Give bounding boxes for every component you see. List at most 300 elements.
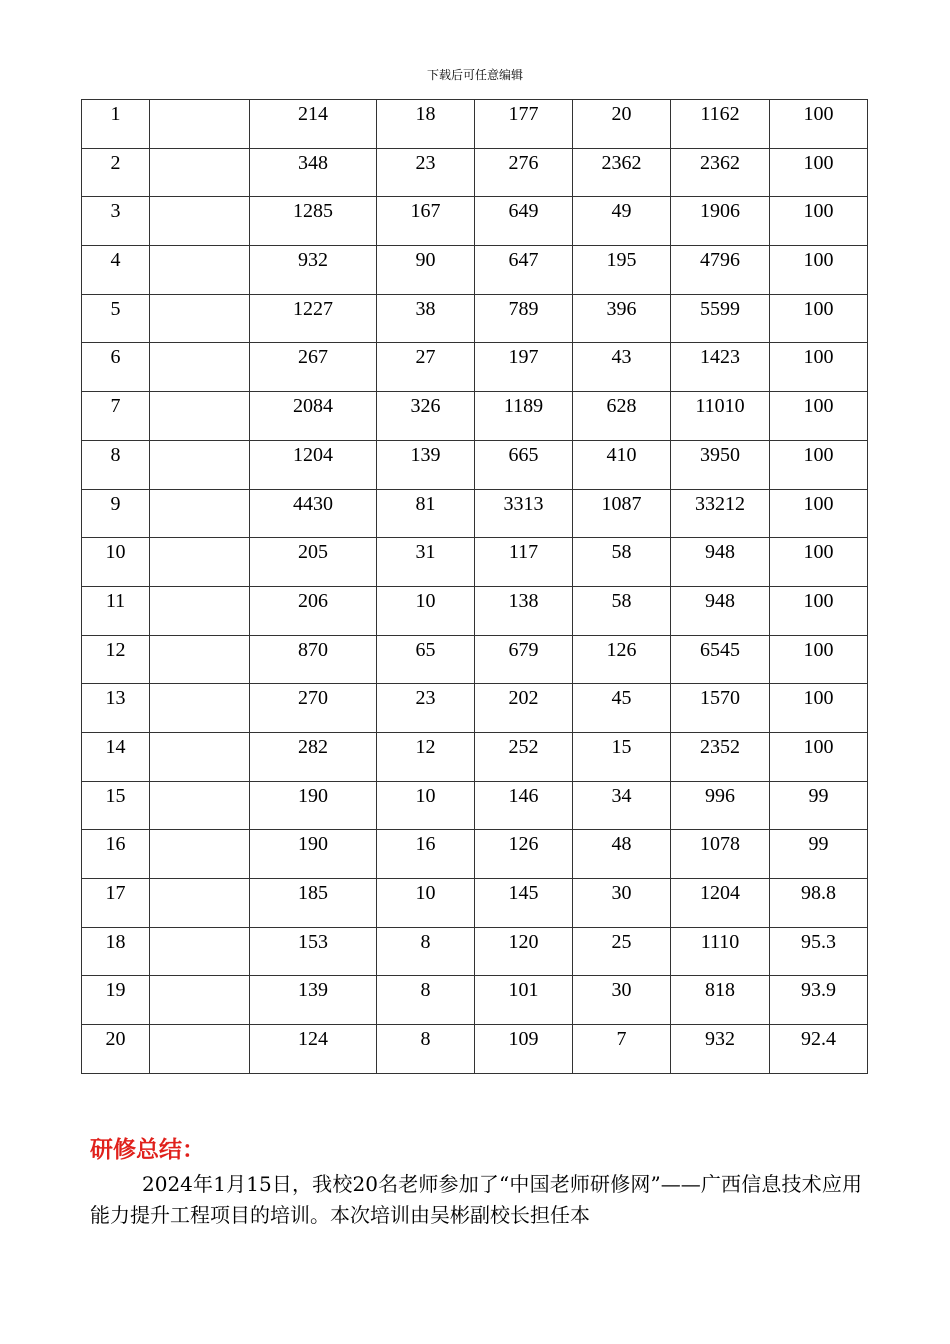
cell-text: 100	[803, 443, 834, 466]
cell-text: 9	[110, 492, 121, 515]
cell-text	[150, 149, 249, 150]
value-cell-3	[475, 684, 573, 733]
value-cell-3	[475, 1025, 573, 1074]
value-cell-3	[475, 927, 573, 976]
cell-text: 139	[298, 979, 328, 1002]
name-cell	[150, 976, 250, 1025]
cell-text: 117	[508, 541, 539, 564]
row-number-cell	[82, 148, 150, 197]
cell-text: 649	[508, 200, 539, 223]
value-cell-2	[377, 927, 475, 976]
value-cell-3	[475, 148, 573, 197]
value-cell-3	[475, 489, 573, 538]
cell-text: 1204	[700, 882, 740, 904]
cell-text	[150, 538, 249, 539]
cell-text: 13	[105, 687, 126, 710]
value-cell-4	[573, 197, 671, 246]
value-cell-5	[671, 781, 770, 830]
value-cell-3	[475, 343, 573, 392]
value-cell-1	[250, 1025, 377, 1074]
value-cell-3	[475, 879, 573, 928]
cell-text: 10	[415, 589, 436, 612]
cell-text: 5599	[700, 297, 740, 320]
value-cell-4	[573, 440, 671, 489]
cell-text: 19	[105, 979, 126, 1002]
row-number-cell	[82, 635, 150, 684]
cell-text: 20	[105, 1028, 126, 1051]
percent-cell	[770, 294, 868, 343]
cell-text: 109	[508, 1028, 539, 1051]
percent-cell	[770, 781, 868, 830]
table-row	[82, 197, 868, 246]
cell-text: 16	[105, 833, 126, 856]
cell-text: 185	[298, 882, 328, 904]
cell-text: 647	[508, 249, 539, 272]
row-number-cell	[82, 489, 150, 538]
cell-text: 2352	[700, 735, 740, 758]
cell-text	[150, 295, 249, 296]
row-number-cell	[82, 343, 150, 392]
row-number-cell	[82, 392, 150, 441]
cell-text: 14	[105, 735, 126, 758]
value-cell-5	[671, 538, 770, 587]
cell-text: 146	[508, 784, 539, 807]
value-cell-3	[475, 538, 573, 587]
name-cell	[150, 343, 250, 392]
value-cell-5	[671, 440, 770, 489]
percent-cell	[770, 392, 868, 441]
table-row	[82, 781, 868, 830]
name-cell	[150, 879, 250, 928]
cell-text: 396	[606, 297, 637, 320]
value-cell-5	[671, 343, 770, 392]
percent-cell	[770, 830, 868, 879]
cell-text: 818	[705, 979, 735, 1002]
cell-text: 100	[803, 297, 834, 320]
percent-cell	[770, 586, 868, 635]
name-cell	[150, 684, 250, 733]
cell-text: 628	[606, 395, 637, 418]
cell-text: 948	[705, 589, 735, 612]
percent-cell	[770, 440, 868, 489]
name-cell	[150, 781, 250, 830]
value-cell-2	[377, 781, 475, 830]
row-number-cell	[82, 927, 150, 976]
name-cell	[150, 489, 250, 538]
cell-text: 17	[105, 882, 126, 904]
value-cell-2	[377, 246, 475, 295]
row-number-cell	[82, 586, 150, 635]
value-cell-4	[573, 1025, 671, 1074]
name-cell	[150, 538, 250, 587]
cell-text: 33212	[695, 492, 745, 515]
value-cell-2	[377, 732, 475, 781]
percent-cell	[770, 684, 868, 733]
percent-cell	[770, 100, 868, 149]
value-cell-4	[573, 684, 671, 733]
cell-text: 6	[110, 346, 121, 369]
value-cell-5	[671, 927, 770, 976]
cell-text	[150, 197, 249, 198]
cell-text: 81	[415, 492, 436, 515]
cell-text: 100	[803, 346, 834, 369]
value-cell-1	[250, 197, 377, 246]
value-cell-1	[250, 781, 377, 830]
value-cell-4	[573, 100, 671, 149]
row-number-cell	[82, 830, 150, 879]
value-cell-4	[573, 489, 671, 538]
cell-text: 99	[808, 784, 829, 807]
cell-text: 4430	[293, 492, 333, 515]
summary-paragraph: 2024年1月15日，我校20名老师参加了“中国老师研修网”——广西信息技术应用能力提升工程项目的培训。本次培训由吴彬副校长担任本	[90, 1172, 862, 1227]
cell-text: 177	[508, 103, 539, 125]
cell-text	[150, 684, 249, 685]
value-cell-2	[377, 976, 475, 1025]
row-number-cell	[82, 538, 150, 587]
cell-text: 6545	[700, 638, 740, 661]
value-cell-1	[250, 830, 377, 879]
cell-text: 92.4	[801, 1028, 836, 1051]
cell-text: 139	[410, 443, 441, 466]
table-row	[82, 635, 868, 684]
name-cell	[150, 246, 250, 295]
cell-text: 1162	[700, 103, 740, 125]
cell-text: 2	[110, 151, 121, 174]
cell-text: 190	[298, 784, 328, 807]
cell-text: 31	[415, 541, 436, 564]
value-cell-1	[250, 538, 377, 587]
cell-text	[150, 782, 249, 783]
row-number-cell	[82, 976, 150, 1025]
cell-text: 23	[415, 687, 436, 710]
table-row	[82, 489, 868, 538]
row-number-cell	[82, 781, 150, 830]
table-row	[82, 1025, 868, 1074]
cell-text: 665	[508, 443, 539, 466]
cell-text: 1227	[293, 297, 333, 320]
value-cell-4	[573, 148, 671, 197]
cell-text: 45	[611, 687, 632, 710]
value-cell-1	[250, 586, 377, 635]
table-row	[82, 927, 868, 976]
value-cell-3	[475, 830, 573, 879]
cell-text	[150, 830, 249, 831]
value-cell-5	[671, 1025, 770, 1074]
value-cell-3	[475, 100, 573, 149]
cell-text: 18	[415, 103, 436, 125]
cell-text: 1110	[700, 930, 740, 953]
cell-text: 100	[803, 735, 834, 758]
cell-text: 1906	[700, 200, 740, 223]
value-cell-2	[377, 538, 475, 587]
cell-text: 100	[803, 492, 834, 515]
cell-text	[150, 636, 249, 637]
table-row	[82, 343, 868, 392]
value-cell-2	[377, 586, 475, 635]
cell-text	[150, 392, 249, 393]
cell-text: 7	[616, 1028, 627, 1051]
value-cell-4	[573, 732, 671, 781]
table-row	[82, 586, 868, 635]
cell-text: 12	[105, 638, 126, 661]
cell-text: 410	[606, 443, 637, 466]
cell-text: 190	[298, 833, 328, 856]
row-number-cell	[82, 294, 150, 343]
value-cell-1	[250, 343, 377, 392]
cell-text	[150, 733, 249, 734]
value-cell-2	[377, 830, 475, 879]
cell-text: 90	[415, 249, 436, 272]
name-cell	[150, 1025, 250, 1074]
cell-text: 23	[415, 151, 436, 174]
cell-text: 270	[298, 687, 328, 710]
cell-text: 10	[415, 784, 436, 807]
value-cell-3	[475, 392, 573, 441]
row-number-cell	[82, 732, 150, 781]
cell-text: 34	[611, 784, 632, 807]
cell-text: 932	[705, 1028, 735, 1051]
cell-text: 167	[410, 200, 441, 223]
percent-cell	[770, 732, 868, 781]
percent-cell	[770, 635, 868, 684]
cell-text: 679	[508, 638, 539, 661]
name-cell	[150, 830, 250, 879]
percent-cell	[770, 879, 868, 928]
value-cell-5	[671, 100, 770, 149]
value-cell-4	[573, 392, 671, 441]
value-cell-5	[671, 879, 770, 928]
cell-text: 1285	[293, 200, 333, 223]
cell-text: 932	[298, 249, 328, 272]
cell-text: 252	[508, 735, 539, 758]
cell-text: 276	[508, 151, 539, 174]
cell-text: 20	[611, 103, 632, 125]
cell-text: 100	[803, 687, 834, 710]
cell-text: 4	[110, 249, 121, 272]
value-cell-2	[377, 635, 475, 684]
percent-cell	[770, 148, 868, 197]
cell-text: 126	[508, 833, 539, 856]
percent-cell	[770, 976, 868, 1025]
value-cell-4	[573, 586, 671, 635]
value-cell-1	[250, 440, 377, 489]
cell-text: 7	[110, 395, 121, 418]
cell-text: 124	[298, 1028, 328, 1051]
value-cell-2	[377, 489, 475, 538]
cell-text: 1087	[601, 492, 642, 515]
value-cell-3	[475, 586, 573, 635]
header-note: 下载后可任意编辑	[426, 68, 523, 82]
table-row	[82, 538, 868, 587]
value-cell-1	[250, 927, 377, 976]
name-cell	[150, 197, 250, 246]
cell-text	[150, 587, 249, 588]
cell-text: 8	[420, 979, 431, 1002]
value-cell-1	[250, 100, 377, 149]
cell-text: 10	[415, 882, 436, 904]
name-cell	[150, 586, 250, 635]
percent-cell	[770, 343, 868, 392]
cell-text: 18	[105, 930, 126, 953]
cell-text: 15	[611, 735, 632, 758]
cell-text: 58	[611, 589, 632, 612]
cell-text: 120	[508, 930, 539, 953]
value-cell-5	[671, 148, 770, 197]
value-cell-1	[250, 684, 377, 733]
value-cell-4	[573, 343, 671, 392]
cell-text: 100	[803, 589, 834, 612]
percent-cell	[770, 489, 868, 538]
value-cell-2	[377, 440, 475, 489]
table-row	[82, 440, 868, 489]
table-row	[82, 148, 868, 197]
value-cell-4	[573, 830, 671, 879]
value-cell-5	[671, 294, 770, 343]
value-cell-2	[377, 148, 475, 197]
row-number-cell	[82, 440, 150, 489]
cell-text: 100	[803, 151, 834, 174]
value-cell-3	[475, 440, 573, 489]
cell-text: 65	[415, 638, 436, 661]
table-row	[82, 879, 868, 928]
cell-text: 25	[611, 930, 632, 953]
cell-text: 3313	[503, 492, 544, 515]
cell-text: 153	[298, 930, 328, 953]
cell-text: 98.8	[801, 882, 836, 904]
name-cell	[150, 732, 250, 781]
cell-text: 996	[705, 784, 735, 807]
cell-text: 2084	[293, 395, 333, 418]
cell-text: 11010	[695, 395, 745, 418]
row-number-cell	[82, 197, 150, 246]
cell-text: 870	[298, 638, 328, 661]
cell-text: 38	[415, 297, 436, 320]
value-cell-2	[377, 684, 475, 733]
value-cell-2	[377, 392, 475, 441]
value-cell-2	[377, 197, 475, 246]
cell-text: 95.3	[801, 930, 836, 953]
cell-text: 100	[803, 249, 834, 272]
cell-text: 15	[105, 784, 126, 807]
cell-text: 49	[611, 200, 632, 223]
cell-text	[150, 490, 249, 491]
cell-text: 16	[415, 833, 436, 856]
cell-text: 100	[803, 103, 834, 125]
row-number-cell	[82, 879, 150, 928]
cell-text	[150, 928, 249, 929]
cell-text: 197	[508, 346, 539, 369]
cell-text: 789	[508, 297, 539, 320]
value-cell-5	[671, 392, 770, 441]
cell-text: 2362	[700, 151, 740, 174]
value-cell-1	[250, 976, 377, 1025]
cell-text: 8	[420, 930, 431, 953]
name-cell	[150, 294, 250, 343]
cell-text: 214	[298, 103, 328, 125]
value-cell-5	[671, 635, 770, 684]
cell-text	[150, 100, 249, 101]
value-cell-2	[377, 294, 475, 343]
value-cell-5	[671, 246, 770, 295]
value-cell-5	[671, 830, 770, 879]
cell-text: 195	[606, 249, 637, 272]
cell-text: 8	[420, 1028, 431, 1051]
percent-cell	[770, 197, 868, 246]
cell-text: 12	[415, 735, 436, 758]
value-cell-1	[250, 148, 377, 197]
cell-text: 267	[298, 346, 328, 369]
cell-text: 101	[508, 979, 539, 1002]
cell-text: 1	[110, 103, 121, 125]
value-cell-3	[475, 732, 573, 781]
value-cell-4	[573, 635, 671, 684]
table-row	[82, 976, 868, 1025]
cell-text: 100	[803, 638, 834, 661]
value-cell-2	[377, 343, 475, 392]
cell-text: 99	[808, 833, 829, 856]
value-cell-3	[475, 246, 573, 295]
value-cell-3	[475, 781, 573, 830]
cell-text: 58	[611, 541, 632, 564]
percent-cell	[770, 1025, 868, 1074]
value-cell-4	[573, 781, 671, 830]
cell-text: 948	[705, 541, 735, 564]
cell-text: 2362	[601, 151, 642, 174]
value-cell-1	[250, 879, 377, 928]
name-cell	[150, 392, 250, 441]
value-cell-4	[573, 294, 671, 343]
cell-text: 205	[298, 541, 328, 564]
cell-text: 1189	[503, 395, 544, 418]
value-cell-3	[475, 294, 573, 343]
table-row	[82, 830, 868, 879]
value-cell-1	[250, 635, 377, 684]
cell-text: 30	[611, 882, 632, 904]
value-cell-4	[573, 538, 671, 587]
cell-text: 145	[508, 882, 539, 904]
cell-text: 3950	[700, 443, 740, 466]
table-row	[82, 246, 868, 295]
cell-text	[150, 976, 249, 977]
cell-text: 202	[508, 687, 539, 710]
value-cell-2	[377, 100, 475, 149]
cell-text	[150, 343, 249, 344]
value-cell-5	[671, 586, 770, 635]
value-cell-2	[377, 1025, 475, 1074]
cell-text: 5	[110, 297, 121, 320]
name-cell	[150, 927, 250, 976]
value-cell-1	[250, 489, 377, 538]
name-cell	[150, 100, 250, 149]
cell-text: 126	[606, 638, 637, 661]
value-cell-1	[250, 246, 377, 295]
row-number-cell	[82, 100, 150, 149]
cell-text: 3	[110, 200, 121, 223]
cell-text: 100	[803, 200, 834, 223]
value-cell-4	[573, 976, 671, 1025]
cell-text: 1570	[700, 687, 740, 710]
value-cell-4	[573, 246, 671, 295]
cell-text: 100	[803, 541, 834, 564]
value-cell-5	[671, 489, 770, 538]
statistics-table	[81, 99, 868, 1074]
value-cell-5	[671, 732, 770, 781]
row-number-cell	[82, 684, 150, 733]
cell-text	[150, 1025, 249, 1026]
table-body	[82, 100, 868, 1074]
value-cell-5	[671, 684, 770, 733]
value-cell-4	[573, 927, 671, 976]
